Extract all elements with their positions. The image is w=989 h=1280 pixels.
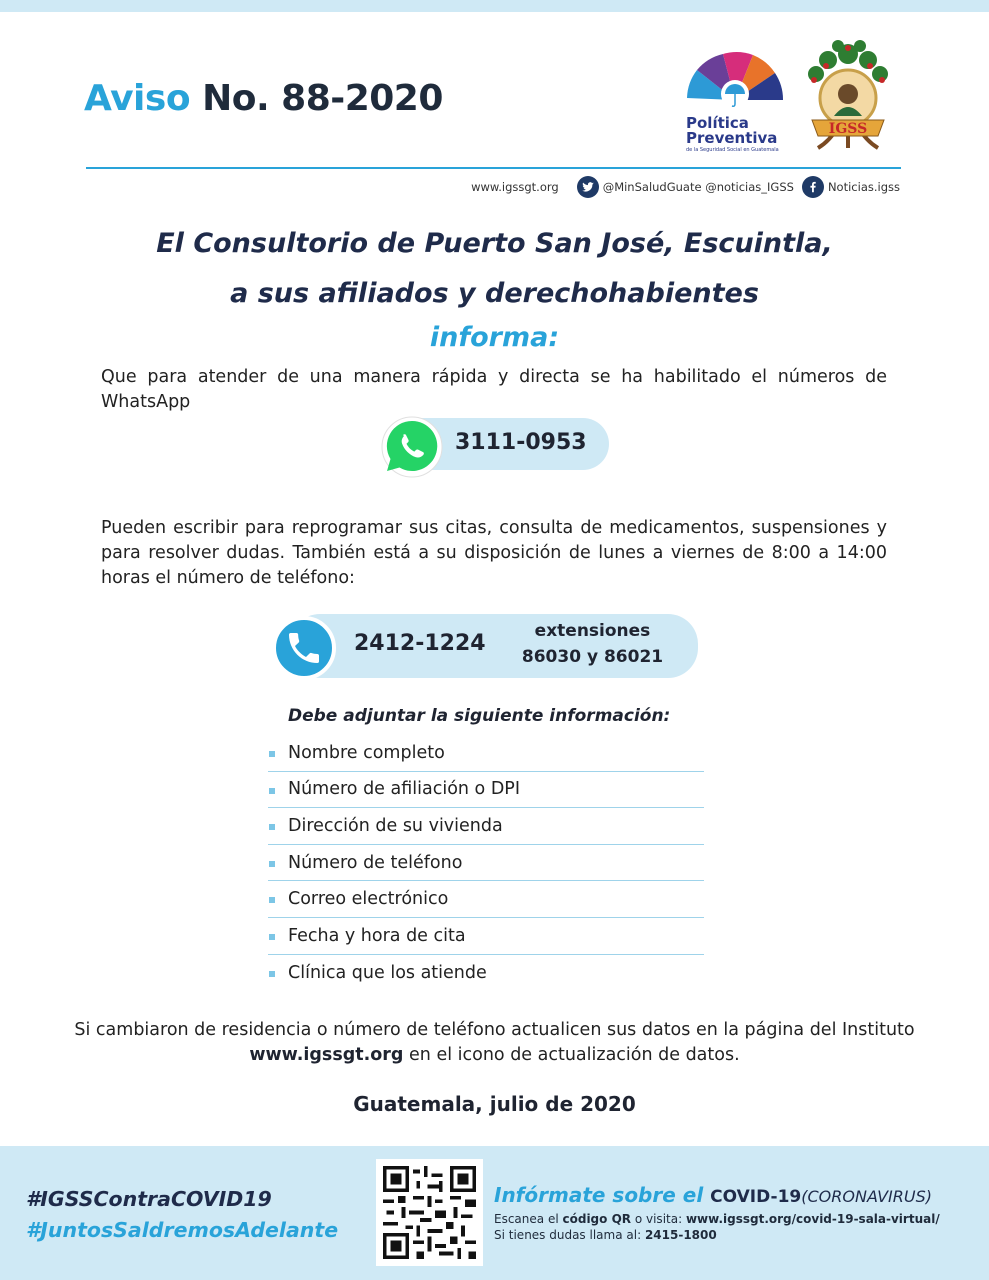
list-item-text: Número de afiliación o DPI	[288, 779, 521, 800]
list-item-text: Dirección de su vivienda	[288, 815, 503, 836]
doubts-line	[494, 1228, 717, 1242]
footer-note	[0, 1018, 989, 1068]
extensions-values: 86030 y 86021	[521, 647, 664, 667]
headline-informa: informa:	[429, 322, 560, 353]
place-date: Guatemala, julio de 2020	[353, 1092, 636, 1116]
extensions-label: extensiones	[534, 621, 651, 641]
list-item-text: Nombre completo	[288, 742, 445, 763]
doubts-number[interactable]: 2415-1800	[644, 1228, 717, 1242]
body-paragraph: Pueden escribir para reprogramar sus citas, consulta de medicamentos, suspensiones y para resolver dudas. También está a su disposición de lunes a viernes de 8:00 a 14:00 horas el número de teléfono:	[101, 518, 887, 588]
facebook-icon[interactable]	[802, 176, 824, 198]
website-link[interactable]: www.igssgt.org	[471, 180, 559, 194]
headline-line-2: a sus afiliados y derechohabientes	[230, 278, 759, 309]
logo-text-1: Política	[686, 114, 749, 132]
notice-number: No. 88-2020	[202, 78, 443, 119]
bullet-icon	[269, 934, 275, 940]
notice-title	[84, 78, 443, 119]
bullet-icon	[269, 788, 275, 794]
list-item	[268, 845, 704, 882]
list-item	[268, 881, 704, 918]
whatsapp-icon	[378, 413, 446, 481]
list-item	[268, 808, 704, 845]
inform-title-text: Infórmate sobre el	[494, 1183, 704, 1207]
qr-code[interactable]	[376, 1159, 483, 1266]
twitter-handles[interactable]: @MinSaludGuate @noticias_IGSS	[602, 180, 794, 194]
scan-qr-label: código QR	[562, 1212, 632, 1226]
footer-note-text-1: Si cambiaron de residencia o número de teléfono actualicen sus datos en la página del Instituto	[74, 1020, 915, 1040]
politica-preventiva-logo	[680, 40, 790, 155]
hashtag-juntos: #JuntosSaldremosAdelante	[26, 1218, 339, 1242]
list-item	[268, 918, 704, 955]
logo-text-3: de la Seguridad Social en Guatemala	[686, 147, 779, 153]
list-item	[268, 955, 704, 992]
covid-label: COVID-19	[710, 1187, 802, 1207]
list-item-text: Número de teléfono	[288, 852, 463, 873]
igss-logo	[798, 36, 898, 156]
list-item-text: Clínica que los atiende	[288, 962, 487, 983]
notice-word: Aviso	[84, 78, 191, 119]
doubts-prefix: Si tienes dudas llama al:	[494, 1228, 642, 1242]
facebook-page[interactable]: Noticias.igss	[827, 180, 900, 194]
requirements-title: Debe adjuntar la siguiente información:	[288, 706, 671, 726]
intro-paragraph: Que para atender de una manera rápida y directa se ha habilitado el números de WhatsApp	[101, 367, 887, 412]
coronavirus-label: (CORONAVIRUS)	[801, 1187, 932, 1206]
header-divider	[86, 167, 901, 169]
scan-line	[494, 1212, 940, 1226]
covid-url[interactable]: www.igssgt.org/covid-19-sala-virtual/	[685, 1212, 940, 1226]
scan-mid: o visita:	[634, 1212, 683, 1226]
list-item-text: Fecha y hora de cita	[288, 925, 466, 946]
scan-prefix: Escanea el	[494, 1212, 559, 1226]
footer-note-url[interactable]: www.igssgt.org	[249, 1045, 404, 1065]
social-row	[471, 176, 900, 198]
requirements-list	[268, 735, 704, 991]
footer-note-text-2: en el icono de actualización de datos.	[409, 1045, 740, 1065]
phone-extensions	[505, 618, 680, 670]
top-strip	[0, 0, 989, 12]
igss-logo-text: IGSS	[828, 121, 868, 137]
list-item	[268, 735, 704, 772]
bullet-icon	[269, 897, 275, 903]
hashtag-igss-contra-covid: #IGSSContraCOVID19	[26, 1187, 272, 1211]
logo-text-2: Preventiva	[686, 129, 778, 147]
inform-title	[494, 1183, 932, 1207]
whatsapp-number[interactable]: 3111-0953	[455, 430, 587, 455]
twitter-icon[interactable]	[577, 176, 599, 198]
list-item-text: Correo electrónico	[288, 889, 449, 910]
phone-icon	[272, 616, 336, 680]
bullet-icon	[269, 861, 275, 867]
headline-line-1: El Consultorio de Puerto San José, Escuintla,	[156, 228, 833, 259]
list-item	[268, 772, 704, 809]
phone-number[interactable]: 2412-1224	[354, 631, 486, 656]
bullet-icon	[269, 824, 275, 830]
bullet-icon	[269, 971, 275, 977]
bullet-icon	[269, 751, 275, 757]
